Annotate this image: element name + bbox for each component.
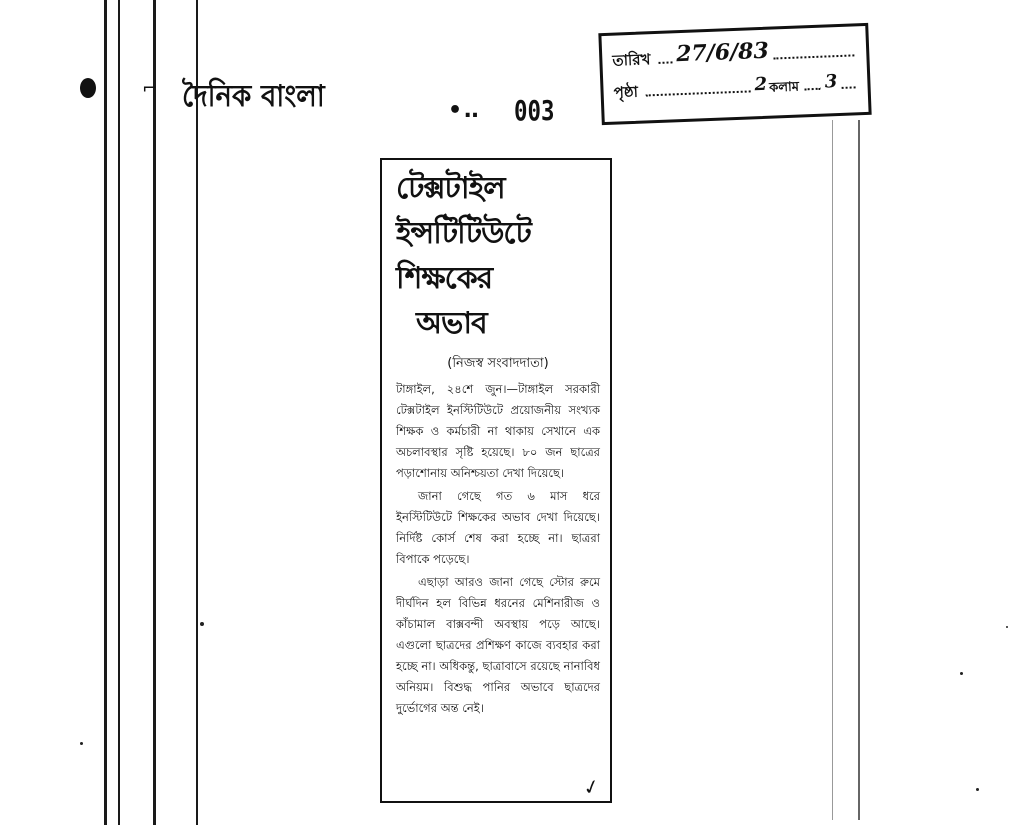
headline-line-4: অভাব (416, 306, 487, 341)
page-number: 003 (514, 94, 555, 127)
newspaper-name: দৈনিক বাংলা (182, 79, 325, 114)
byline: (নিজস্ব সংবাদদাতা) (447, 356, 549, 371)
stamp-column-value: 3 (824, 71, 838, 93)
separator-dots: •‥ (448, 98, 481, 123)
stamp-column-label: কলাম (768, 79, 800, 96)
check-mark-icon: ✓ (580, 773, 603, 801)
date-stamp (598, 23, 871, 125)
article-paragraph-2: জানা গেছে গত ৬ মাস ধরে ইনস্টিটিউটে শিক্ষকের অভাব দেখা দিয়েছে। নির্দিষ্ট কোর্স শেষ করা হচ্ছে না। ছাত্ররা বিপাকে পড়েছে। (396, 489, 600, 566)
article-paragraph-3: এছাড়া আরও জানা গেছে স্টোর রুমে দীর্ঘদিন হল বিভিন্ন ধরনের মেশিনারীজ ও কাঁচামাল বাক্সবন্দী অবস্থায় পড়ে আছে। এগুলো ছাত্রদের প্রশিক্ষণ কাজে ব্যবহার করা হচ্ছে না। অধিকন্তু, ছাত্রাবাসে রয়েছে নানাবিধ অনিয়ম। বিশুদ্ধ পানির অভাবে ছাত্রদের দুর্ভোগের অন্ত নেই। (396, 575, 600, 715)
stamp-column-dots-end (841, 72, 856, 89)
stamp-page-dots (645, 76, 750, 96)
scan-speck (1006, 626, 1008, 628)
scan-speck (960, 672, 963, 675)
stamp-date-label: তারিখ (612, 50, 651, 70)
article-paragraph-1: টাঙ্গাইল, ২৪শে জুন।—টাঙ্গাইল সরকারী টেক্সটাইল ইনস্টিটিউটে প্রয়োজনীয় সংখ্যক শিক্ষক ও কর্মচারী না থাকায় সেখানে এক অচলাবস্থার সৃষ্টি হয়েছে। ৮০ জন ছাত্রের পড়াশোনায় অনিশ্চয়তা দেখা দিয়েছে। (396, 382, 600, 480)
stamp-page-value: 2 (754, 73, 768, 96)
stamp-date-value: 27/6/83 (675, 37, 770, 68)
stamp-column-dots (805, 74, 822, 91)
binder-line-3 (153, 0, 156, 825)
tick-mark: ⌐ (142, 78, 158, 99)
scan-speck (200, 622, 204, 626)
headline (396, 166, 600, 346)
headline-line-3: শিক্ষকের (396, 261, 493, 296)
scan-speck (976, 788, 979, 791)
stamp-page-label: পৃষ্ঠা (613, 82, 639, 102)
margin-line-right-2 (832, 120, 833, 820)
stamp-date-dots-end (772, 40, 854, 59)
stamp-date-dots (658, 47, 673, 64)
binder-line-1 (104, 0, 107, 825)
headline-line-2: ইন্সটিটিউটে (396, 216, 531, 251)
headline-line-1: টেক্সটাইল (396, 171, 505, 206)
margin-line-right (858, 120, 860, 820)
binder-hole (80, 78, 96, 98)
binder-line-2 (118, 0, 120, 825)
news-clipping (380, 158, 612, 803)
scan-speck (80, 742, 83, 745)
binder-line-4 (196, 0, 198, 825)
